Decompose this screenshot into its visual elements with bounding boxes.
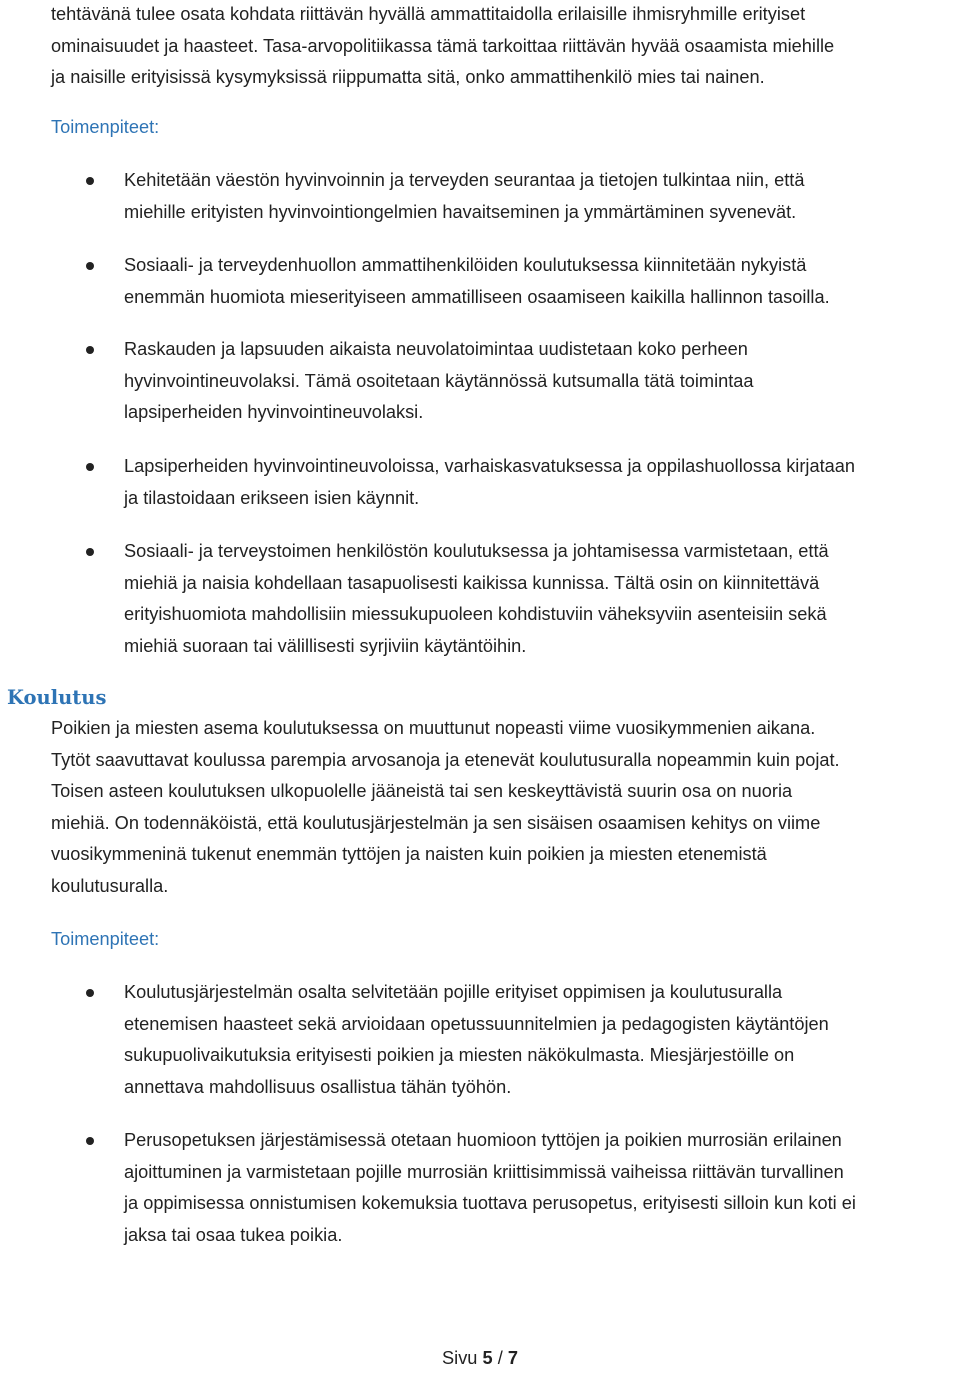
- list-item-text: Sosiaali- ja terveydenhuollon ammattihenkilöiden koulutuksessa kiinnitetään nykyistä enemmän huomiota mieserityiseen ammatilliseen osaamiseen kaikilla hallinnon tasoilla.: [124, 255, 830, 307]
- section-title: Koulutus: [7, 686, 107, 709]
- bullet-icon: [86, 177, 94, 185]
- intro-paragraph: tehtävänä tulee osata kohdata riittävän hyvällä ammattitaidolla erilaisille ihmisryhmille erityiset ominaisuudet ja haasteet. Tasa-arvopolitiikassa tämä tarkoittaa riittävän hyvää osaamista miehille ja naisille erityisissä kysymyksissä riippumatta sitä, onko ammattihenkilö mies tai nainen.: [51, 4, 835, 88]
- list-item-text: Sosiaali- ja terveystoimen henkilöstön koulutuksessa ja johtamisessa varmistetaan, että miehiä ja naisia kohdellaan tasapuolisesti kaikissa kunnissa. Tältä osin on kiinnitettävä erityishuomiota mahdollisiin miessukupuoleen kohdistuviin väheksyviin asenteisiin sekä miehiä suoraan tai välillisesti syrjiviin käytäntöihin.: [124, 541, 829, 656]
- bullet-icon: [86, 262, 94, 270]
- list-item-text: Kehitetään väestön hyvinvoinnin ja terveyden seurantaa ja tietojen tulkintaa niin, että miehille erityisten hyvinvointiongelmien havaitseminen ja ymmärtäminen syvenevät.: [124, 170, 805, 222]
- page-number: [0, 1343, 960, 1373]
- bullet-icon: [86, 1137, 94, 1145]
- list-item-text: Raskauden ja lapsuuden aikaista neuvolatoimintaa uudistetaan koko perheen hyvinvointineuvolaksi. Tämä osoitetaan käytännössä kutsumalla tätä toimintaa lapsiperheiden hyvinvointineuvolaksi.: [124, 339, 754, 423]
- list-item-text: Lapsiperheiden hyvinvointineuvoloissa, varhaiskasvatuksessa ja oppilashuollossa kirjataan ja tilastoidaan erikseen isien käynnit.: [124, 456, 855, 508]
- page-label: Sivu: [442, 1348, 478, 1368]
- page-separator: /: [497, 1348, 503, 1368]
- bullet-icon: [86, 463, 94, 471]
- measures-heading-2: Toimenpiteet:: [51, 929, 160, 949]
- measures-heading-1: Toimenpiteet:: [51, 117, 160, 137]
- list-item-text: Koulutusjärjestelmän osalta selvitetään pojille erityiset oppimisen ja koulutusuralla etenemisen haasteet sekä arvioidaan opetussuunnitelmien ja pedagogisten käytäntöjen sukupuolivaikutuksia erityisesti poikien ja miesten näkökulmasta. Miesjärjestöille on annettava mahdollisuus osallistua tähän työhön.: [124, 982, 829, 1097]
- current-page: 5: [482, 1348, 493, 1368]
- list-item-text: Perusopetuksen järjestämisessä otetaan huomioon tyttöjen ja poikien murrosiän erilainen ajoittuminen ja varmistetaan pojille murrosiän kriittisimmissä vaiheissa riittävän turvallinen ja oppimisessa onnistumisen kokemuksia tuottava perusopetus, erityisesti silloin kun koti ei jaksa tai osaa tukea poikia.: [124, 1130, 856, 1245]
- total-pages: 7: [507, 1348, 518, 1368]
- section-paragraph: Poikien ja miesten asema koulutuksessa on muuttunut nopeasti viime vuosikymmenien aikana. Tytöt saavuttavat koulussa parempia arvosanoja ja etenevät koulutusuralla nopeammin kuin pojat. Toisen asteen koulutuksen ulkopuolelle jääneistä tai sen keskeyttävistä suurin osa on nuoria miehiä. On todennäköistä, että koulutusjärjestelmän ja sen sisäisen osaamisen kehitys on viime vuosikymmeninä tukenut enemmän tyttöjen ja naisten kuin poikien ja miesten etenemistä koulutusuralla.: [51, 718, 840, 896]
- bullet-icon: [86, 548, 94, 556]
- bullet-icon: [86, 989, 94, 997]
- bullet-icon: [86, 346, 94, 354]
